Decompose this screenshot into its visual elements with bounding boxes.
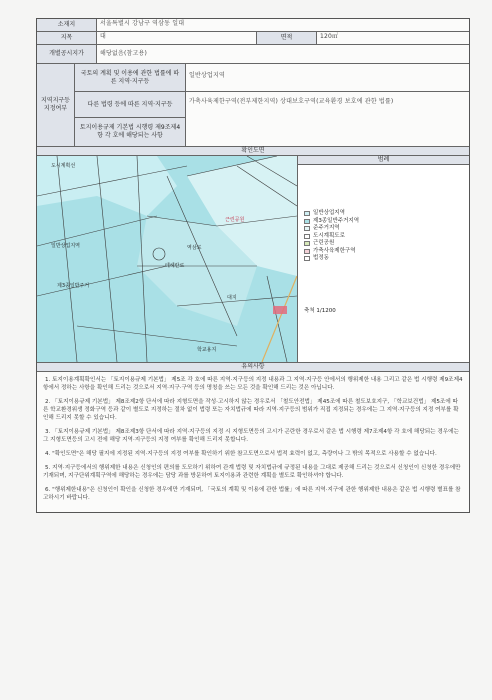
zoning-sub-labels [75,64,186,146]
legend-list [304,210,359,263]
legend-swatch [304,249,310,254]
zoning-value-2: 가축사육제한구역(전부제한지역) 상대보호구역(교육환경 보호에 관한 법률) [189,98,394,105]
legend-item-label: 일반상업지역 [313,210,345,216]
note-paragraph-3: 3. 「토지이용규제 기본법」 제8조제3항 단서에 따라 지역·지구등의 지정 시 지형도면등의 고시가 곤란한 경우로서 같은 법 시행령 제7조제4항 각 호에 해당되는 경우에는 그 지형도면등의 고시 전에 해당 지역·지구등의 지정 여부를 확인해 드리지 못합니다. [43,429,459,443]
legend-item-label: 도시계획도로 [313,232,345,239]
legend-item-label: 가축사육제한구역 [313,247,356,254]
area-value: 120㎡ [320,33,339,40]
note-paragraph-2: 2. 「토지이용규제 기본법」 제8조제2항 단서에 따라 지형도면을 작성·고시하지 않는 경우로서 「철도안전법」 제45조에 따른 철도보호지구, 「학교보건법」 제5조에 따른 학교환경위생 정화구역 등과 같이 별도로 지정하는 절차 없이 법령 또는 자치법규에 따라 지역·지구등의 범위가 직접 지정되는 경우에는 그 지역·지구등의 지정 여부를 확인해 드리지 못할 수 있습니다. [43,399,459,421]
legend-swatch [304,256,310,261]
legend-item [304,248,359,256]
legend-item [304,240,359,248]
legend-swatch [304,241,310,246]
map-scale: 축척 1/1200 [304,308,336,314]
row-zoning [37,64,469,147]
map-legend [298,156,469,362]
map-label-5: 역삼로 [187,245,202,251]
note-paragraph-6: 6. "행위제한내용"은 신청인이 확인을 신청한 경우에만 기재되며, 「국토의 계획 및 이용에 관한 법률」에 따른 지역·지구에 관한 행위제한 내용은 같은 법 시행령 별표를 참고하시기 바랍니다. [43,487,461,501]
legend-swatch [304,226,310,231]
row-address [37,19,469,32]
note-paragraph-4: 4. "확인도면"은 해당 필지에 지정된 지역·지구등의 지정 여부를 확인하기 위한 참고도면으로서 법적 효력이 없고, 측량이나 그 밖의 목적으로 사용할 수 없습니다. [45,451,437,457]
notes-body [37,372,469,512]
map-row [37,156,469,363]
zoning-sub-1: 국토의 계획 및 이용에 관한 법률에 따른 지역·지구등 [75,64,185,92]
address-value: 서울특별시 강남구 역삼동 일대 [100,20,185,27]
legend-item-label: 법정동 [313,255,329,261]
zoning-sub-3: 토지이용규제 기본법 시행령 제9조제4항 각 호에 해당되는 사항 [75,118,185,146]
legend-item [304,225,359,233]
map-label-6: 테헤란로 [165,263,185,269]
address-label: 소재지 [37,19,97,31]
legend-swatch [304,211,310,216]
legend-item [304,218,359,226]
map-label-8: 학교용지 [197,347,217,353]
zoning-value-1: 일반상업지역 [186,64,469,92]
legend-title: 범례 [298,156,469,165]
zoning-label: 지역지구등 지정여부 [37,64,75,146]
confirmation-map [37,156,298,362]
legend-swatch [304,234,310,239]
map-section-title: 확인도면 [37,147,469,156]
map-label-2: 일반상업지역 [51,243,80,249]
row-price [37,45,469,64]
zoning-values [186,64,469,146]
land-use-certificate [36,18,470,513]
map-label-3: 제3종일반주거 [57,283,90,289]
map-label-4: 근린공원 [225,217,245,223]
legend-swatch [304,219,310,224]
area-label: 면적 [257,32,317,44]
category-value: 대 [97,32,257,44]
category-label: 지목 [37,32,97,44]
note-paragraph-1: 1. 토지이용계획확인서는 「토지이용규제 기본법」 제5조 각 호에 따른 지역·지구등의 지정 내용과 그 지역·지구등 안에서의 행위제한 내용 그리고 같은 법 시행령 제9조제4항에서 정하는 사항을 확인해 드리는 것으로서 지역·지구·구역 등의 명칭을 쓰는 모든 것을 확인해 드리는 것은 아닙니다. [43,377,463,391]
legend-item-label: 제3종일반주거지역 [313,217,360,224]
legend-item [304,255,359,263]
legend-item [304,210,359,218]
map-label-7: 대지 [227,295,237,301]
price-label: 개별공시지가 [37,45,97,63]
notes-title: 유의사항 [37,363,469,372]
note-paragraph-5: 5. 지역·지구등에서의 행위제한 내용은 신청인의 편의를 도모하기 위하여 관계 법령 및 자치법규에 규정된 내용을 그대로 제공해 드리는 것으로서 신청인이 신청한 경우에만 기재되며, 지구단위계획구역에 해당하는 경우에는 담당 과를 방문하여 토지이용과 관련한 계획을 별도로 확인하셔야 합니다. [43,465,461,479]
legend-item-label: 준주거지역 [313,225,340,231]
row-category [37,32,469,45]
legend-item-label: 근린공원 [313,240,335,246]
zoning-sub-2: 다른 법령 등에 따른 지역·지구등 [75,92,185,118]
legend-item [304,233,359,241]
price-value: 해당없음(참고용) [100,50,148,57]
map-graphic [37,156,297,362]
map-label-1: 도시계획선 [51,163,76,169]
